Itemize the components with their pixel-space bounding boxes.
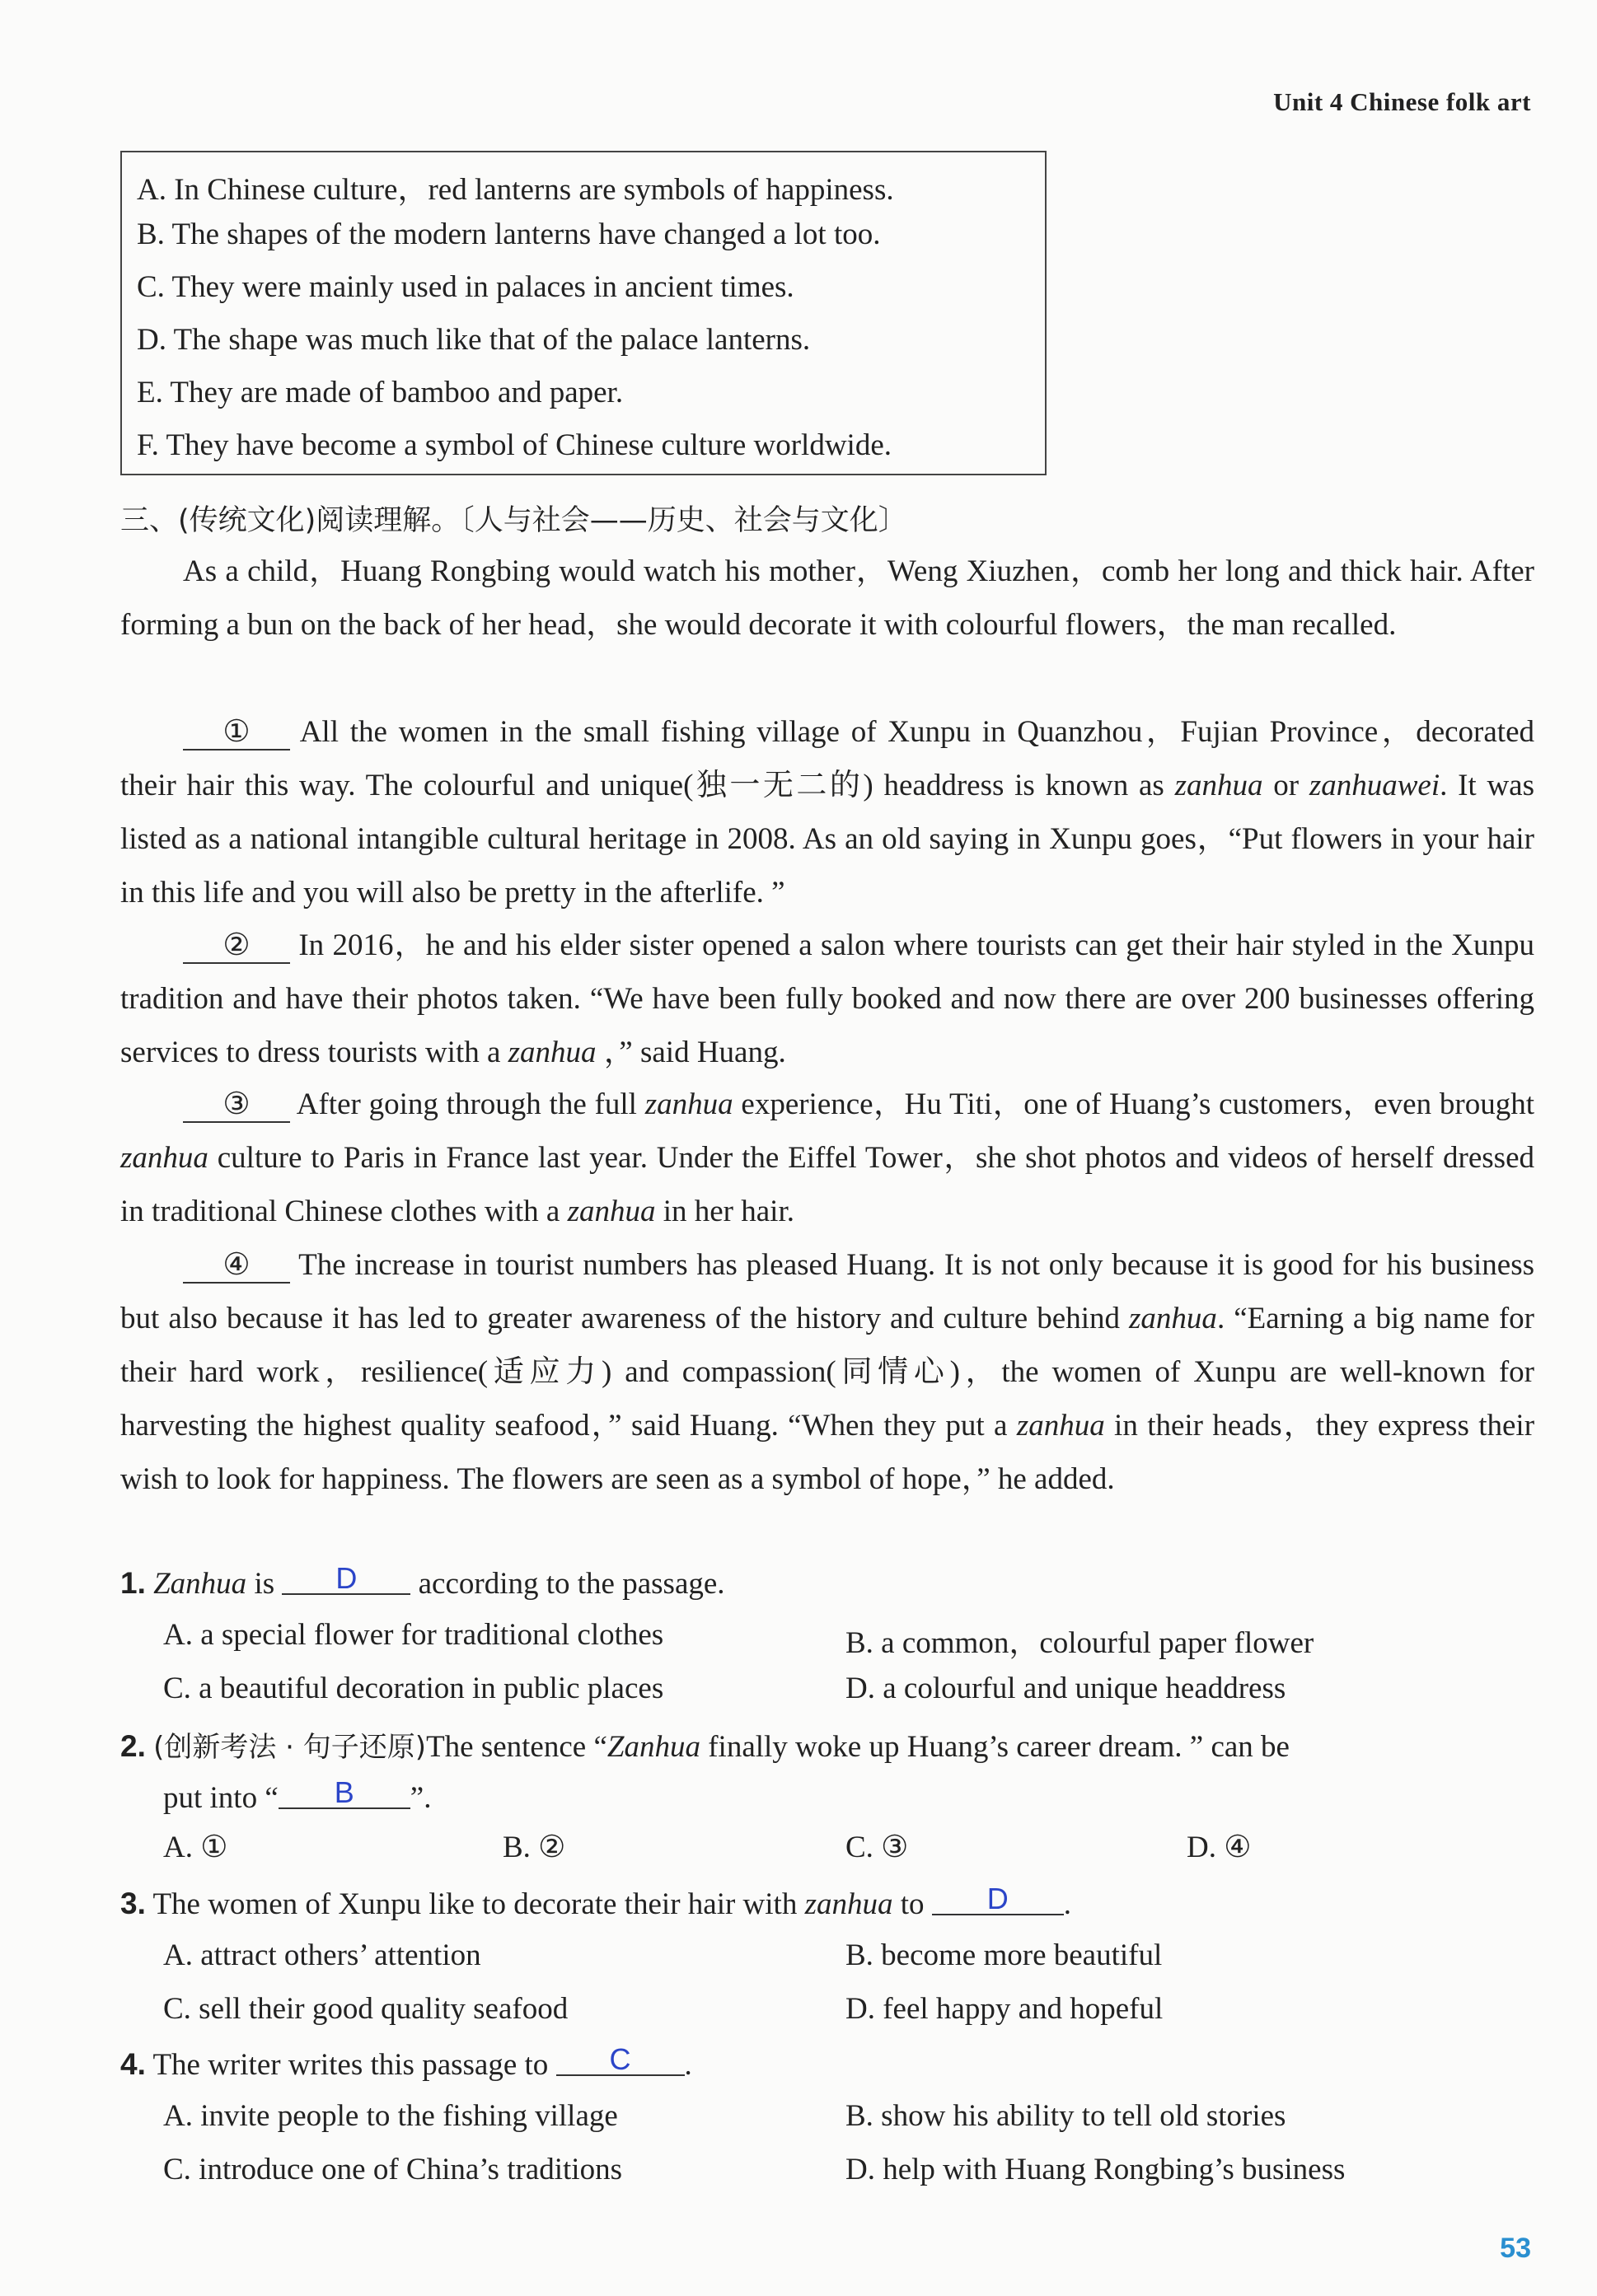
q2-option-a: A. ①: [163, 1831, 228, 1864]
option-f: F. They have become a symbol of Chinese culture worldwide.: [137, 428, 892, 462]
question-4: 4. The writer writes this passage to C .: [120, 2042, 692, 2082]
question-2-line-2: put into “ B ”.: [163, 1775, 432, 1815]
q3-option-b: B. become more beautiful: [845, 1938, 1163, 1972]
q1-option-a: A. a special flower for traditional clothes: [163, 1618, 664, 1652]
question-1: 1. Zanhua is D according to the passage.: [120, 1561, 725, 1601]
option-b: B. The shapes of the modern lanterns have changed a lot too.: [137, 217, 881, 251]
sentence-options-box: [120, 151, 1047, 475]
option-e: E. They are made of bamboo and paper.: [137, 376, 624, 409]
q3-option-c: C. sell their good quality seafood: [163, 1992, 569, 2026]
option-c: C. They were mainly used in palaces in ancient times.: [137, 270, 794, 304]
paragraph-5: ④ The increase in tourist numbers has pleased Huang. It is not only because it is good for his business but also because it has led to greater awareness of the history and culture behind zanhua. “Earning a big name for their hard work，resilience(适应力) and compassion(同情心)，the women of Xunpu are well-known for harvesting the highest quality seafood，” said Huang. “When they put a zanhua in their heads，they express their wish to look for happiness. The flowers are seen as a symbol of hope，” he added.: [120, 1248, 1535, 1496]
q2-option-b: B. ②: [503, 1831, 566, 1864]
q2-option-c: C. ③: [845, 1831, 909, 1864]
q1-option-c: C. a beautiful decoration in public places: [163, 1672, 664, 1705]
q1-option-b: B. a common，colourful paper flower: [845, 1626, 1314, 1660]
question-3: 3. The women of Xunpu like to decorate their hair with zanhua to D .: [120, 1882, 1072, 1921]
option-d: D. The shape was much like that of the palace lanterns.: [137, 323, 811, 357]
paragraph-2: ① All the women in the small fishing village of Xunpu in Quanzhou，Fujian Province，decorated their hair this way. The colourful and unique(独一无二的) headdress is known as zanhua or zanhuawei. It was listed as a national intangible cultural heritage in 2008. As an old saying in Xunpu goes，“Put flowers in your hair in this life and you will also be pretty in the afterlife. ”: [120, 715, 1534, 910]
blank-2: ②: [183, 929, 290, 964]
answer-1: D: [282, 1564, 410, 1595]
page-number: 53: [1500, 2233, 1531, 2264]
answer-4: C: [556, 2045, 685, 2076]
option-a: A. In Chinese culture，red lanterns are symbols of happiness.: [137, 173, 894, 207]
blank-3: ③: [183, 1088, 290, 1123]
paragraph-1: As a child，Huang Rongbing would watch his mother，Weng Xiuzhen，comb her long and thick hair. After forming a bun on the back of her head，she would decorate it with colourful flowers，the man recalled.: [120, 554, 1534, 642]
answer-3: D: [932, 1884, 1064, 1915]
q1-option-d: D. a colourful and unique headdress: [845, 1672, 1286, 1705]
q4-option-d: D. help with Huang Rongbing’s business: [845, 2153, 1346, 2186]
section-title: 三、(传统文化)阅读理解。〔人与社会——历史、社会与文化〕: [120, 504, 907, 537]
q4-option-b: B. show his ability to tell old stories: [845, 2099, 1286, 2133]
q4-option-a: A. invite people to the fishing village: [163, 2099, 618, 2133]
q4-option-c: C. introduce one of China’s traditions: [163, 2153, 622, 2186]
q3-option-a: A. attract others’ attention: [163, 1938, 481, 1972]
unit-header: Unit 4 Chinese folk art: [1273, 87, 1531, 116]
blank-4: ④: [183, 1249, 290, 1284]
paragraph-4: ③ After going through the full zanhua experience，Hu Titi，one of Huang’s customers，even brought zanhua culture to Paris in France last year. Under the Eiffel Tower，she shot photos and videos of herself dressed in traditional Chinese clothes with a zanhua in her hair.: [120, 1087, 1534, 1228]
answer-2: B: [279, 1778, 410, 1809]
q2-option-d: D. ④: [1187, 1831, 1252, 1864]
q3-option-d: D. feel happy and hopeful: [845, 1992, 1164, 2026]
blank-1: ①: [183, 716, 290, 751]
paragraph-3: ② In 2016，he and his elder sister opened a salon where tourists can get their hair styled in the Xunpu tradition and have their photos taken. “We have been fully booked and now there are over 200 businesses offering services to dress tourists with a zanhua ，” said Huang.: [120, 928, 1534, 1069]
question-2: 2. (创新考法 · 句子还原)The sentence “Zanhua finally woke up Huang’s career dream. ” can be: [120, 1729, 1290, 1764]
